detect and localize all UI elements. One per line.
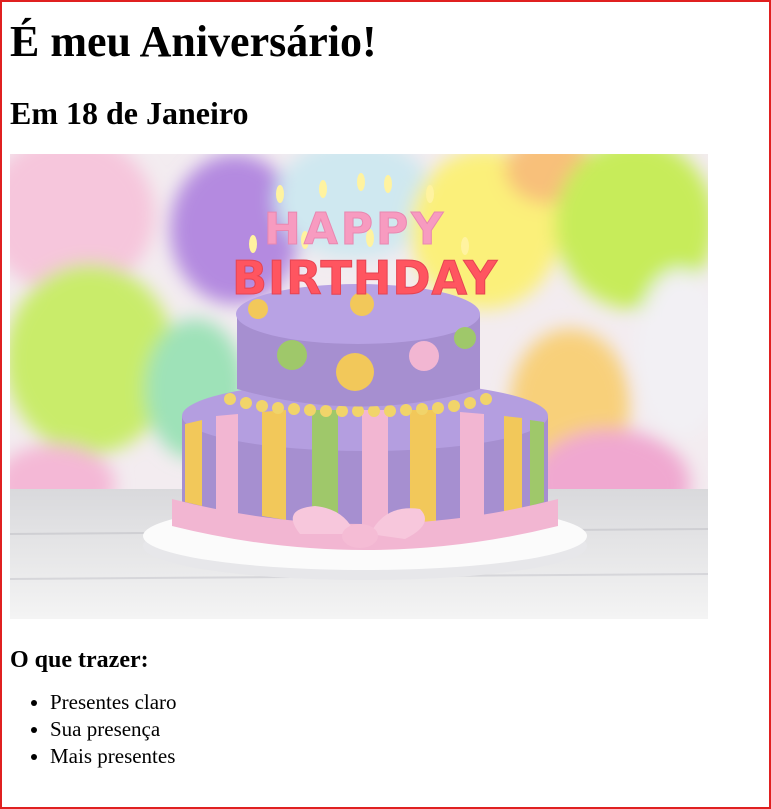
candles-birthday-text: BIRTHDAY	[231, 251, 499, 305]
bring-list	[10, 689, 730, 770]
bring-section-title: O que trazer:	[10, 647, 149, 673]
birthday-cake-image	[10, 154, 708, 619]
page-title: É meu Aniversário!	[10, 17, 377, 66]
list-item: • Sua presença	[50, 716, 730, 743]
candles-happy-text: HAPPY	[263, 204, 447, 255]
date-heading: Em 18 de Janeiro	[10, 95, 249, 131]
list-item: • Mais presentes	[50, 743, 730, 770]
list-item: • Presentes claro	[50, 689, 730, 716]
page-content	[10, 2, 730, 770]
